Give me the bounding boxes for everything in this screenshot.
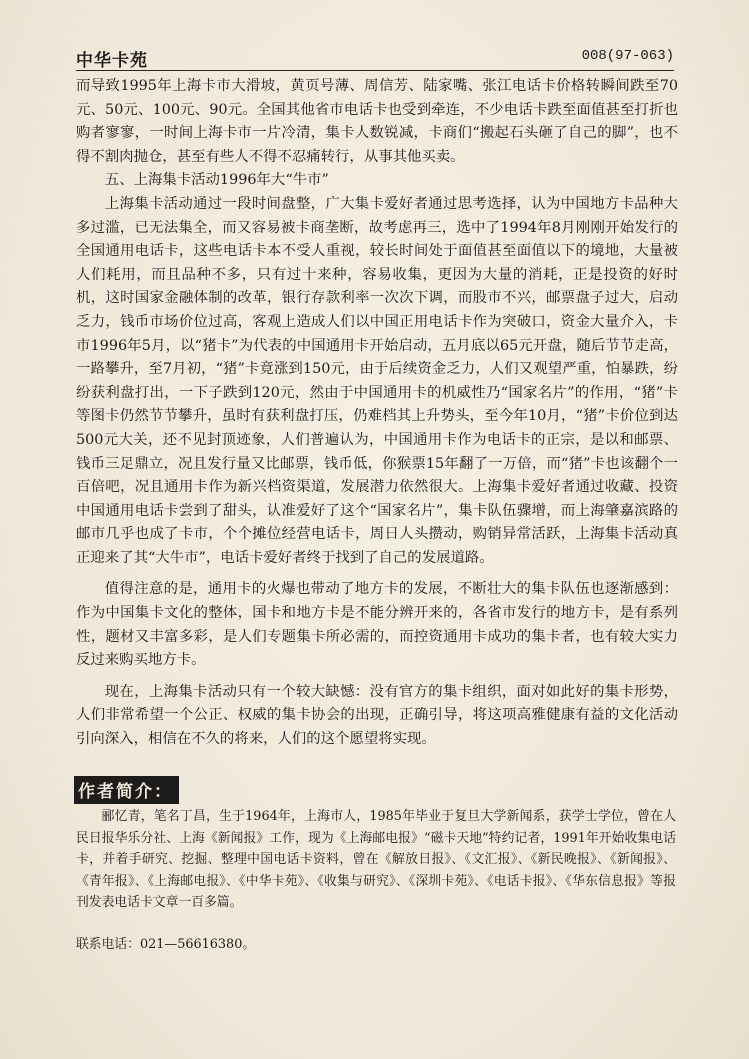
paragraph: 现在，上海集卡活动只有一个较大缺憾：没有官方的集卡组织，面对如此好的集卡形势，人们非常希望一个公正、权威的集卡协会的出现，正确引导，将这项高雅健康有益的文化活动引向深入，相信在不久的将来，人们的这个愿望将实现。 — [76, 683, 678, 748]
author-bio — [76, 806, 676, 914]
page-header — [76, 40, 674, 71]
magazine-title: 中华卡苑 — [76, 51, 148, 71]
article-body — [76, 75, 678, 752]
paragraph: 上海集卡活动通过一段时间盘整，广大集卡爱好者通过思考选择，认为中国地方卡品种大多过滥，已无法集全，而又容易被卡商垄断，故考虑再三，选中了1994年8月刚刚开始发行的全国通用电话卡，这些电话卡本不受人重视，较长时间处于面值甚至面值以下的境地，大量被人们耗用，而且品种不多，只有过十来种，容易收集，更因为大量的消耗，正是投资的好时机，这时国家金融体制的改革，银行存款利率一次次下调，而股市不兴，邮票盘子过大，启动乏力，钱币市场价位过高，客观上造成人们以中国正用电话卡作为突破口，资金大量介入，卡市1996年5月，以“猪卡”为代表的中国通用卡开始启动，五月底以65元开盘，随后节节走高，一路攀升，至7月初，“猪”卡竟涨到150元，由于后续资金乏力，人们又观望严重，怕暴跌，纷纷获利盘打出，一下子跌到120元，然由于中国通用卡的机威性乃“国家名片”的作用，“猪”卡等图卡仍然节节攀升，虽时有获利盘打压，仍难档其上升势头，至今年10月，“猪”卡价位到达500元大关，还不见封顶迹象，人们普遍认为，中国通用卡作为电话卡的正宗，是以和邮票、钱币三足鼎立，况且发行量又比邮票，钱币低，你猴票15年翻了一万倍，而“猪”卡也该翻个一百倍吧，况且通用卡作为新兴档资渠道，发展潜力依然很大。上海集卡爱好者通过收藏、投资中国通用电话卡尝到了甜头，认准爱好了这个“国家名片”，集卡队伍骤增，而上海肇嘉滨路的邮市几乎也成了卡市，个个摊位经营电话卡，周日人头攒动，购销异常活跃，上海集卡活动真正迎来了其“大牛市”，电话卡爱好者终于找到了自己的发展道路。 — [76, 195, 678, 566]
page-number: 008(97-063) — [581, 48, 674, 64]
author-bio-text: 郦忆青，笔名丁昌，生于1964年，上海市人，1985年毕业于复旦大学新闻系，获学士学位，曾在人民日报华乐分社、上海《新闻报》工作，现为《上海邮电报》“磁卡天地”特约记者，1991年开始收集电话卡，并着手研究、挖掘、整理中国电话卡资料，曾在《解放日报》、《文汇报》、《新民晚报》、《新闻报》、《青年报》、《上海邮电报》、《中华卡苑》、《收集与研究》、《深圳卡苑》、《电话卡报》、《华东信息报》等报刊发表电话卡文章一百多篇。 — [76, 809, 676, 911]
contact-phone: 联系电话：021—56616380。 — [76, 937, 256, 952]
author-intro-heading: 作者简介： — [74, 776, 179, 804]
section-heading: 五、上海集卡活动1996年大“牛市” — [104, 172, 329, 189]
paragraph: 值得注意的是，通用卡的火爆也带动了地方卡的发展，不断壮大的集卡队伍也逐渐感到：作为中国集卡文化的整体，国卡和地方卡是不能分辨开来的，各省市发行的地方卡，是有系列性，题材又丰富多彩，是人们专题集卡所必需的，而控资通用卡成功的集卡者，也有较大实力反过来购买地方卡。 — [76, 581, 678, 669]
paragraph-continued: 而导致1995年上海卡市大滑坡，黄页号薄、周信芳、陆家嘴、张江电话卡价格转瞬间跌至70元、50元、100元、90元。全国其他省市电话卡也受到牵连，不少电话卡跌至面值甚至打折也购者寥寥，一时间上海卡市一片冷清，集卡人数锐减，卡商们“搬起石头砸了自己的脚”，也不得不割肉抛仓，甚至有些人不得不忍痛转行，从事其他买卖。 — [76, 78, 678, 165]
